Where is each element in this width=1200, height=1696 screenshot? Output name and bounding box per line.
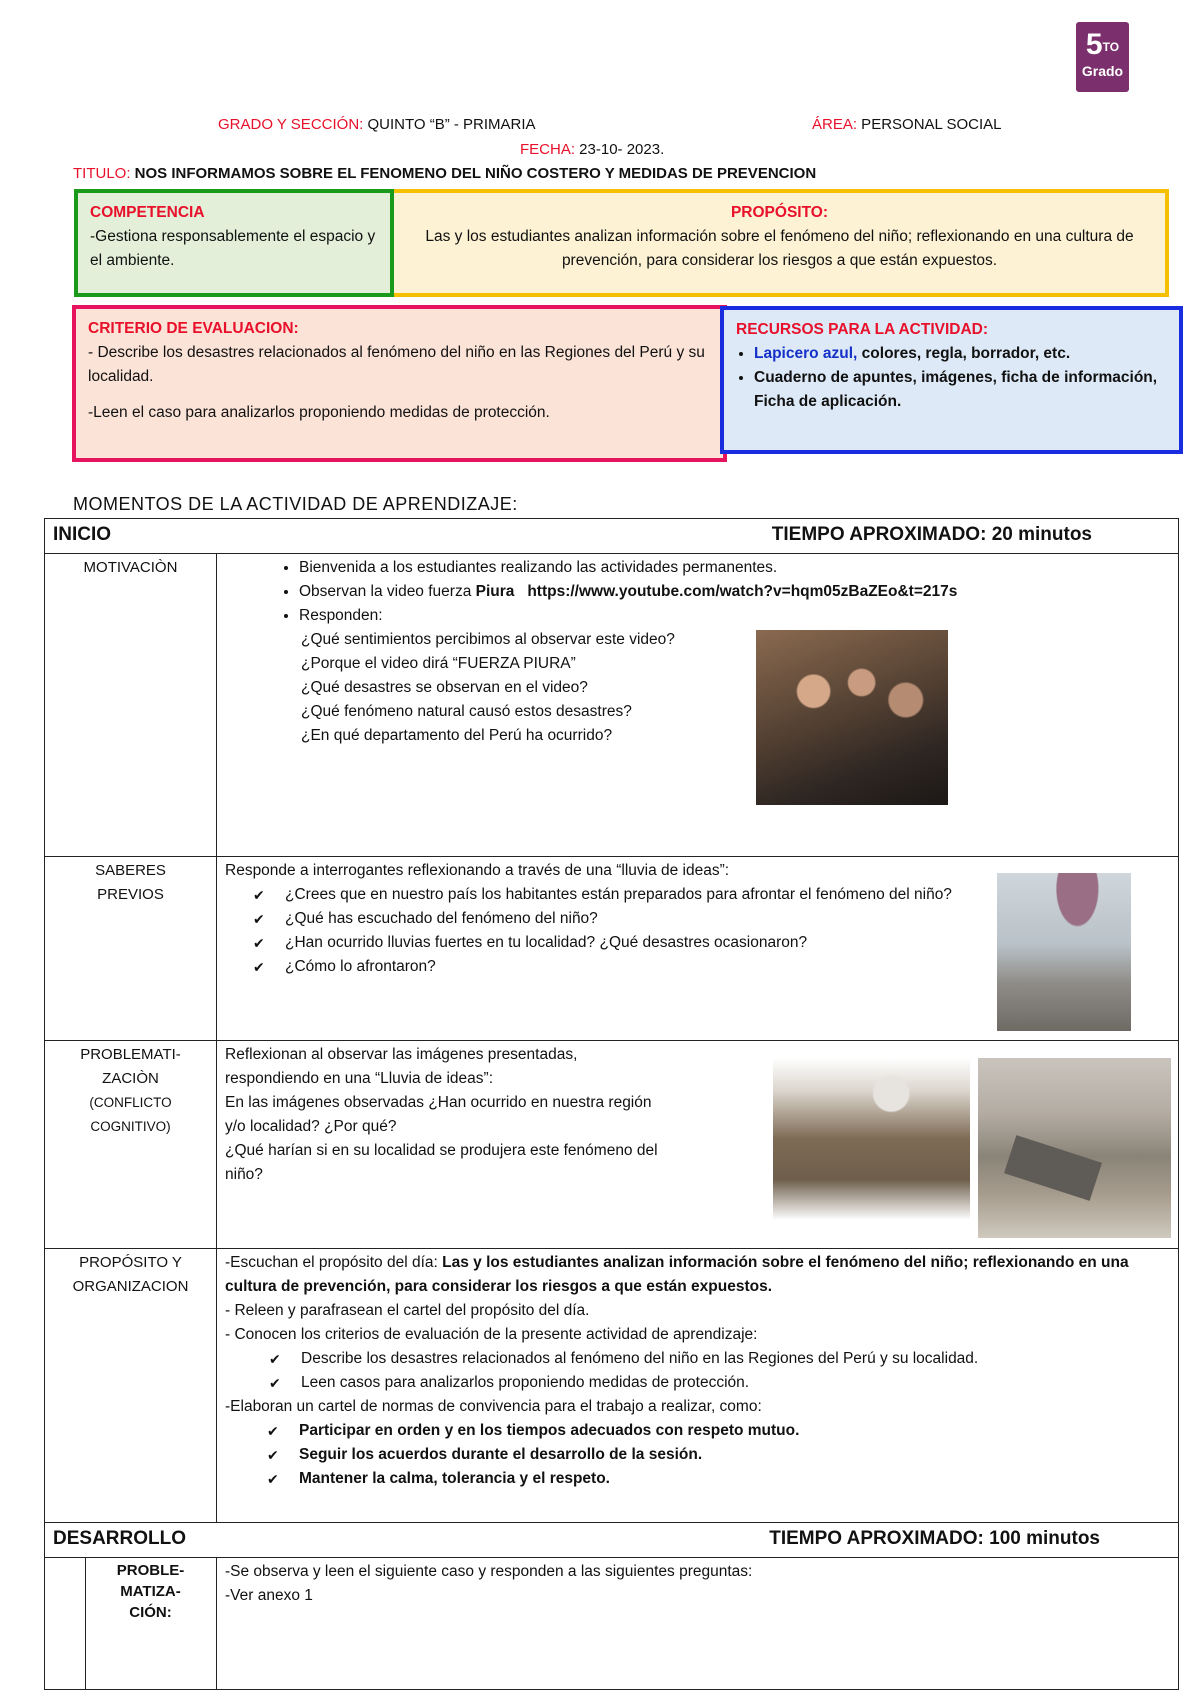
organizacion-label-2: ORGANIZACION <box>72 1278 189 1295</box>
problematizacion-label-4: COGNITIVO) <box>90 1119 171 1134</box>
desarrollo-problematizacion-row <box>45 1558 1179 1690</box>
saberes-label-1: SABERES <box>95 862 166 879</box>
proposito-text: Las y los estudiantes analizan información sobre el fenómeno del niño; reflexionando en una cultura de prevención, para considerar los riesgos a que están expuestos. <box>425 228 1134 269</box>
proposito-title: PROPÓSITO: <box>730 204 829 221</box>
criterio-item-1: - Describe los desastres relacionados al fenómeno del niño en las Regiones del Perú y su localidad. <box>88 344 705 385</box>
recursos-title: RECURSOS PARA LA ACTIVIDAD: <box>736 321 989 338</box>
organizacion-line-4: -Elaboran un cartel de normas de convivencia para el trabajo a realizar, como: <box>225 1398 762 1415</box>
criterio-item-2: -Leen el caso para analizarlos proponiendo medidas de protección. <box>88 404 550 421</box>
motivacion-row <box>45 554 1179 857</box>
titulo: TITULO: NOS INFORMAMOS SOBRE EL FENOMENO DEL NIÑO COSTERO Y MEDIDAS DE PREVENCION <box>73 165 817 182</box>
question-4: ¿Qué fenómeno natural causó estos desastres? <box>301 703 632 720</box>
question-5: ¿En qué departamento del Perú ha ocurrido? <box>301 727 613 744</box>
recursos-item-1: • Lapicero azul, colores, regla, borrador, etc. <box>754 342 1167 366</box>
problematizacion-label-2: ZACIÒN <box>102 1070 159 1087</box>
problematizacion-line-6: niño? <box>225 1166 263 1183</box>
collapsed-bridge-photo <box>978 1058 1171 1238</box>
desarrollo-label: DESARROLLO <box>53 1528 186 1549</box>
problematizacion-label-3: (CONFLICTO <box>89 1095 172 1110</box>
criterio-box <box>72 305 727 462</box>
saberes-check-4: ✔ ¿Cómo lo afrontaron? <box>285 955 995 979</box>
desarrollo-line-2: -Ver anexo 1 <box>225 1587 313 1604</box>
desarrollo-line-1: -Se observa y leen el siguiente caso y responden a las siguientes preguntas: <box>225 1563 753 1580</box>
organizacion-check-2: ✔ Leen casos para analizarlos proponiendo medidas de protección. <box>301 1371 1170 1395</box>
motivacion-bullet-2: • Observan la video fuerza Piura https://www.youtube.com/watch?v=hqm05zBaZEo&t=217s <box>299 580 1170 604</box>
organizacion-purpose: -Escuchan el propósito del día: Las y los estudiantes analizan información sobre el fenómeno del niño; reflexionando en una cultura de prevención, para considerar los riesgos a que están expuestos. <box>225 1254 1129 1295</box>
inicio-tiempo: TIEMPO APROXIMADO: 20 minutos <box>771 524 1092 545</box>
competencia-box <box>74 189 394 297</box>
recursos-box <box>720 306 1183 454</box>
fuerza-piura-photo <box>756 630 948 805</box>
saberes-check-1: ✔ ¿Crees que en nuestro país los habitantes están preparados para afrontar el fenómeno del niño? <box>285 883 995 907</box>
norma-2: ✔ Seguir los acuerdos durante el desarrollo de la sesión. <box>299 1443 1170 1467</box>
recursos-item-2: • Cuaderno de apuntes, imágenes, ficha de información, Ficha de aplicación. <box>754 366 1167 414</box>
problematizacion-line-4: y/o localidad? ¿Por qué? <box>225 1118 397 1135</box>
area: ÁREA: PERSONAL SOCIAL <box>812 116 1002 133</box>
rain-umbrella-photo <box>997 873 1131 1031</box>
desarrollo-prob-label-2: MATIZA- <box>120 1583 181 1600</box>
organizacion-label-1: PROPÓSITO Y <box>79 1254 182 1271</box>
proposito-box <box>394 189 1169 297</box>
saberes-check-2: ✔ ¿Qué has escuchado del fenómeno del niño? <box>285 907 995 931</box>
competencia-title: COMPETENCIA <box>90 204 205 221</box>
problematizacion-line-5: ¿Qué harían si en su localidad se produjera este fenómeno del <box>225 1142 658 1159</box>
badge-suffix: TO <box>1102 40 1120 54</box>
fecha: FECHA: 23-10- 2023. <box>520 141 665 158</box>
desarrollo-prob-label-3: CIÓN: <box>129 1604 172 1621</box>
badge-label: Grado <box>1081 63 1124 79</box>
inicio-row <box>45 519 1179 554</box>
norma-3: ✔ Mantener la calma, tolerancia y el respeto. <box>299 1467 1170 1491</box>
organizacion-row <box>45 1249 1179 1523</box>
saberes-label-2: PREVIOS <box>97 886 164 903</box>
problematizacion-line-1: Reflexionan al observar las imágenes presentadas, <box>225 1046 578 1063</box>
question-2: ¿Porque el video dirá “FUERZA PIURA” <box>301 655 576 672</box>
norma-1: ✔ Participar en orden y en los tiempos adecuados con respeto mutuo. <box>299 1419 1170 1443</box>
bridge-shape <box>1004 1135 1102 1201</box>
problematizacion-line-3: En las imágenes observadas ¿Han ocurrido en nuestra región <box>225 1094 652 1111</box>
criterio-title: CRITERIO DE EVALUACION: <box>88 320 299 337</box>
grade-badge <box>1076 22 1129 92</box>
saberes-intro: Responde a interrogantes reflexionando a través de una “lluvia de ideas”: <box>225 862 730 879</box>
problematizacion-label-1: PROBLEMATI- <box>80 1046 181 1063</box>
grado-seccion: GRADO Y SECCIÓN: QUINTO “B” - PRIMARIA <box>218 116 536 133</box>
desarrollo-tiempo: TIEMPO APROXIMADO: 100 minutos <box>769 1528 1100 1549</box>
badge-number: 5 <box>1085 28 1103 61</box>
motivacion-label: MOTIVACIÒN <box>45 554 217 857</box>
organizacion-line-2: - Releen y parafrasean el cartel del propósito del día. <box>225 1302 590 1319</box>
competencia-text: -Gestiona responsablemente el espacio y el ambiente. <box>90 228 376 269</box>
desarrollo-prob-label-1: PROBLE- <box>116 1562 185 1579</box>
organizacion-check-1: ✔ Describe los desastres relacionados al fenómeno del niño en las Regiones del Perú y su localidad. <box>301 1347 1170 1371</box>
inner-divider <box>85 1558 86 1689</box>
saberes-check-3: ✔ ¿Han ocurrido lluvias fuertes en tu localidad? ¿Qué desastres ocasionaron? <box>285 931 995 955</box>
motivacion-bullet-3: • Responden: <box>299 604 1170 628</box>
question-1: ¿Qué sentimientos percibimos al observar este video? <box>301 631 675 648</box>
organizacion-line-3: - Conocen los criterios de evaluación de la presente actividad de aprendizaje: <box>225 1326 758 1343</box>
inicio-label: INICIO <box>53 524 112 545</box>
recursos-list <box>736 342 1167 414</box>
motivacion-bullet-1: • Bienvenida a los estudiantes realizando las actividades permanentes. <box>299 556 1170 580</box>
question-3: ¿Qué desastres se observan en el video? <box>301 679 588 696</box>
flood-rescue-photo <box>773 1058 970 1220</box>
problematizacion-line-2: respondiendo en una “Lluvia de ideas”: <box>225 1070 493 1087</box>
video-link[interactable]: https://www.youtube.com/watch?v=hqm05zBaZEo&t=217s <box>527 583 958 600</box>
desarrollo-row <box>45 1523 1179 1558</box>
momentos-title: MOMENTOS DE LA ACTIVIDAD DE APRENDIZAJE: <box>73 494 518 514</box>
